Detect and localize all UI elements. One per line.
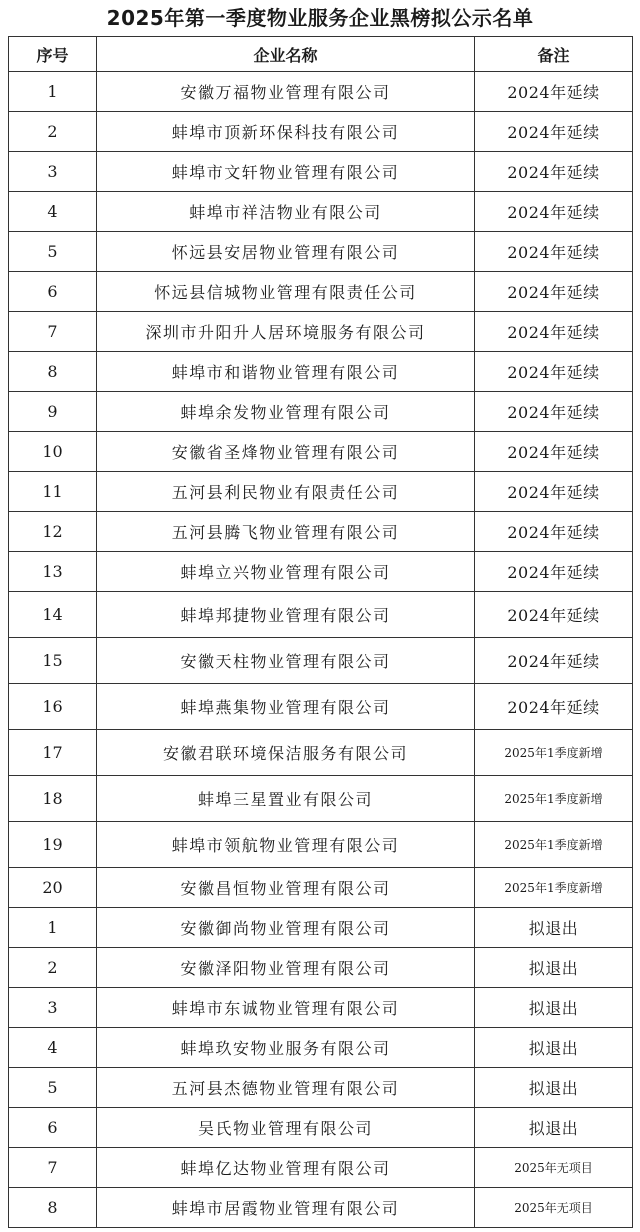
row-note: 2024年延续 (475, 232, 633, 272)
row-company-name: 蚌埠燕集物业管理有限公司 (97, 684, 475, 730)
row-company-name: 安徽省圣烽物业管理有限公司 (97, 432, 475, 472)
table-row (9, 472, 633, 512)
row-note: 2024年延续 (475, 72, 633, 112)
row-company-name: 安徽昌恒物业管理有限公司 (97, 868, 475, 908)
row-seq: 6 (9, 1108, 97, 1148)
row-note: 2024年延续 (475, 352, 633, 392)
table-row (9, 392, 633, 432)
row-note: 拟退出 (475, 948, 633, 988)
row-seq: 1 (9, 72, 97, 112)
table-body (9, 72, 633, 1228)
table-row (9, 112, 633, 152)
table-row (9, 1028, 633, 1068)
table-row (9, 352, 633, 392)
row-seq: 14 (9, 592, 97, 638)
row-note: 2024年延续 (475, 638, 633, 684)
row-seq: 1 (9, 908, 97, 948)
table-row (9, 684, 633, 730)
page-title: 2025年第一季度物业服务企业黑榜拟公示名单 (106, 6, 534, 30)
table-row (9, 552, 633, 592)
table-row (9, 1068, 633, 1108)
row-company-name: 深圳市升阳升人居环境服务有限公司 (97, 312, 475, 352)
row-seq: 8 (9, 1188, 97, 1228)
row-company-name: 五河县利民物业有限责任公司 (97, 472, 475, 512)
row-note: 2024年延续 (475, 592, 633, 638)
row-note: 2024年延续 (475, 684, 633, 730)
row-seq: 3 (9, 152, 97, 192)
row-note: 2024年延续 (475, 312, 633, 352)
row-company-name: 安徽君联环境保洁服务有限公司 (97, 730, 475, 776)
table-row (9, 948, 633, 988)
row-note: 拟退出 (475, 988, 633, 1028)
row-company-name: 安徽天柱物业管理有限公司 (97, 638, 475, 684)
row-company-name: 蚌埠市祥洁物业有限公司 (97, 192, 475, 232)
row-seq: 9 (9, 392, 97, 432)
row-seq: 5 (9, 232, 97, 272)
header-note: 备注 (475, 37, 633, 72)
header-seq: 序号 (9, 37, 97, 72)
row-note: 2025年无项目 (475, 1148, 633, 1188)
table-row (9, 432, 633, 472)
row-company-name: 蚌埠亿达物业管理有限公司 (97, 1148, 475, 1188)
row-company-name: 五河县杰德物业管理有限公司 (97, 1068, 475, 1108)
row-seq: 11 (9, 472, 97, 512)
row-note: 拟退出 (475, 1068, 633, 1108)
table-row (9, 1148, 633, 1188)
row-seq: 10 (9, 432, 97, 472)
row-note: 2024年延续 (475, 152, 633, 192)
row-company-name: 蚌埠玖安物业服务有限公司 (97, 1028, 475, 1068)
table-row (9, 152, 633, 192)
row-seq: 12 (9, 512, 97, 552)
row-seq: 17 (9, 730, 97, 776)
row-company-name: 蚌埠市居霞物业管理有限公司 (97, 1188, 475, 1228)
table-row (9, 512, 633, 552)
row-seq: 6 (9, 272, 97, 312)
row-seq: 4 (9, 192, 97, 232)
row-seq: 2 (9, 948, 97, 988)
row-note: 2024年延续 (475, 472, 633, 512)
row-seq: 20 (9, 868, 97, 908)
row-company-name: 吴氏物业管理有限公司 (97, 1108, 475, 1148)
row-note: 2024年延续 (475, 392, 633, 432)
row-note: 拟退出 (475, 908, 633, 948)
row-company-name: 蚌埠市领航物业管理有限公司 (97, 822, 475, 868)
row-note: 2024年延续 (475, 512, 633, 552)
row-seq: 15 (9, 638, 97, 684)
row-note: 拟退出 (475, 1108, 633, 1148)
blacklist-table (8, 36, 633, 1228)
row-company-name: 蚌埠余发物业管理有限公司 (97, 392, 475, 432)
table-row (9, 638, 633, 684)
row-seq: 8 (9, 352, 97, 392)
row-company-name: 安徽御尚物业管理有限公司 (97, 908, 475, 948)
table-row (9, 272, 633, 312)
row-company-name: 蚌埠三星置业有限公司 (97, 776, 475, 822)
table-row (9, 908, 633, 948)
row-seq: 18 (9, 776, 97, 822)
row-company-name: 蚌埠立兴物业管理有限公司 (97, 552, 475, 592)
row-company-name: 蚌埠邦捷物业管理有限公司 (97, 592, 475, 638)
row-note: 2025年1季度新增 (475, 822, 633, 868)
row-seq: 7 (9, 1148, 97, 1188)
row-company-name: 怀远县信城物业管理有限责任公司 (97, 272, 475, 312)
row-seq: 3 (9, 988, 97, 1028)
row-company-name: 蚌埠市文轩物业管理有限公司 (97, 152, 475, 192)
row-company-name: 五河县腾飞物业管理有限公司 (97, 512, 475, 552)
table-row (9, 1188, 633, 1228)
row-note: 2024年延续 (475, 272, 633, 312)
row-company-name: 怀远县安居物业管理有限公司 (97, 232, 475, 272)
table-row (9, 232, 633, 272)
table-row (9, 1108, 633, 1148)
row-seq: 19 (9, 822, 97, 868)
table-row (9, 592, 633, 638)
row-note: 2025年1季度新增 (475, 776, 633, 822)
row-note: 2025年无项目 (475, 1188, 633, 1228)
row-note: 2024年延续 (475, 192, 633, 232)
row-seq: 16 (9, 684, 97, 730)
row-note: 2024年延续 (475, 552, 633, 592)
table-row (9, 868, 633, 908)
header-company-name: 企业名称 (97, 37, 475, 72)
row-company-name: 蚌埠市东诚物业管理有限公司 (97, 988, 475, 1028)
table-row (9, 988, 633, 1028)
row-company-name: 安徽万福物业管理有限公司 (97, 72, 475, 112)
table-row (9, 776, 633, 822)
row-note: 2025年1季度新增 (475, 868, 633, 908)
row-seq: 7 (9, 312, 97, 352)
row-company-name: 蚌埠市顶新环保科技有限公司 (97, 112, 475, 152)
table-header-row (9, 37, 633, 72)
row-note: 拟退出 (475, 1028, 633, 1068)
row-seq: 5 (9, 1068, 97, 1108)
row-company-name: 安徽泽阳物业管理有限公司 (97, 948, 475, 988)
row-note: 2025年1季度新增 (475, 730, 633, 776)
row-seq: 2 (9, 112, 97, 152)
table-row (9, 192, 633, 232)
table-row (9, 730, 633, 776)
row-seq: 13 (9, 552, 97, 592)
row-seq: 4 (9, 1028, 97, 1068)
table-row (9, 822, 633, 868)
row-company-name: 蚌埠市和谐物业管理有限公司 (97, 352, 475, 392)
row-note: 2024年延续 (475, 112, 633, 152)
table-row (9, 312, 633, 352)
row-note: 2024年延续 (475, 432, 633, 472)
table-row (9, 72, 633, 112)
